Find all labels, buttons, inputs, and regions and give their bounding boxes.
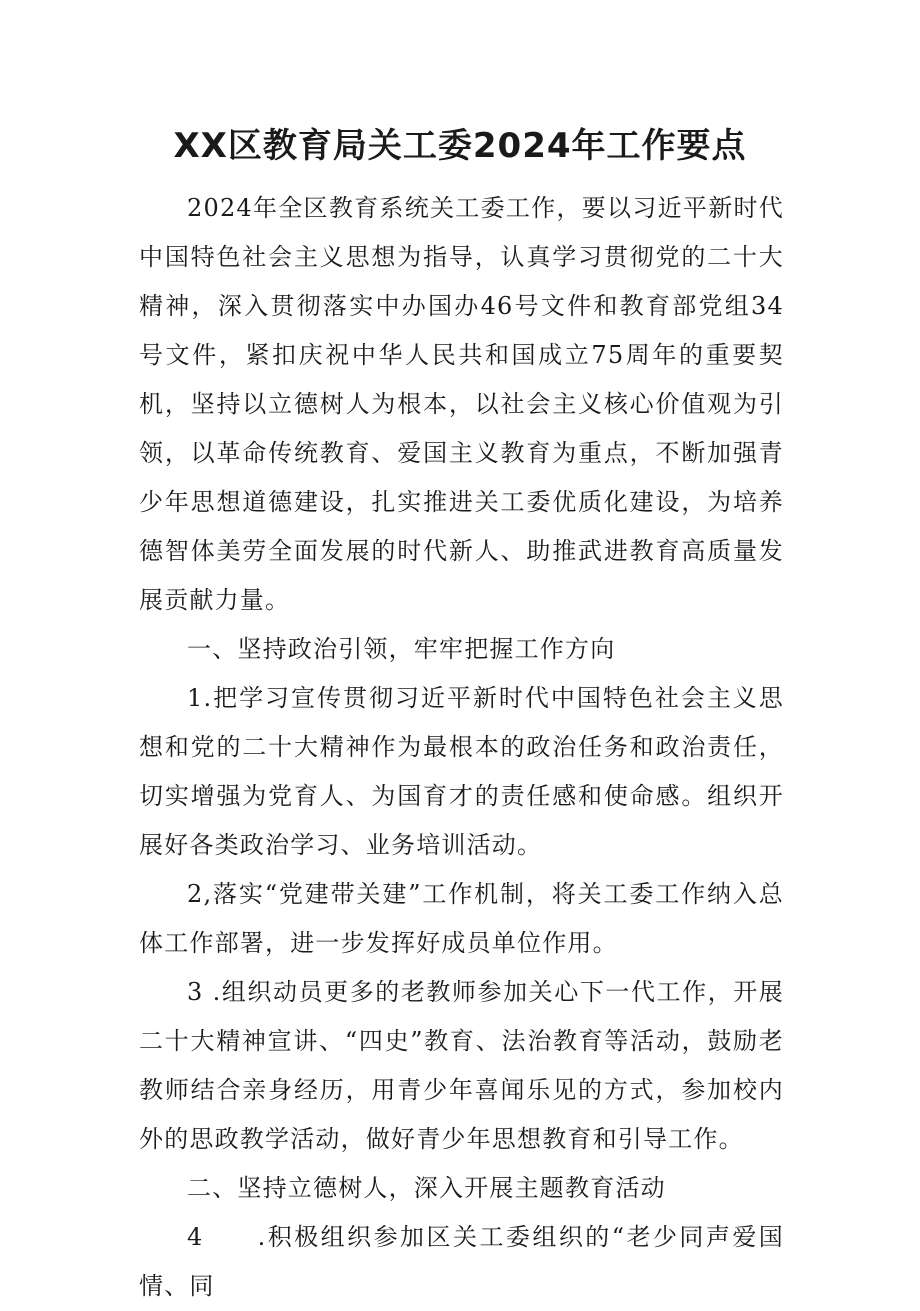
intro-paragraph: 2024年全区教育系统关工委工作，要以习近平新时代中国特色社会主义思想为指导，认真学习贯彻党的二十大精神，深入贯彻落实中办国办46号文件和教育部党组34号文件，紧扣庆祝中华人民共和国成立75周年的重要契机，坚持以立德树人为根本，以社会主义核心价值观为引领，以革命传统教育、爱国主义教育为重点，不断加强青少年思想道德建设，扎实推进关工委优质化建设，为培养德智体美劳全面发展的时代新人、助推武进教育高质量发展贡献力量。	[139, 194, 784, 614]
section-heading-2: 二、坚持立德树人，深入开展主题教育活动	[187, 1174, 666, 1202]
item-paragraph-2: 2,落实“党建带关建”工作机制，将关工委工作纳入总体工作部署，进一步发挥好成员单位作用。	[139, 880, 784, 957]
item-paragraph-3: 3 .组织动员更多的老教师参加关心下一代工作，开展二十大精神宣讲、“四史”教育、法治教育等活动，鼓励老教师结合亲身经历，用青少年喜闻乐见的方式，参加校内外的思政教学活动，做好青少年思想教育和引导工作。	[139, 978, 784, 1153]
item-paragraph-4: 4 .积极组织参加区关工委组织的“老少同声爱国情、同	[139, 1223, 784, 1300]
document-body	[139, 184, 784, 1311]
section-heading-1: 一、坚持政治引领，牢牢把握工作方向	[187, 635, 616, 663]
document-title: XX区教育局关工委2024年工作要点	[173, 126, 747, 166]
item-paragraph-1: 1.把学习宣传贯彻习近平新时代中国特色社会主义思想和党的二十大精神作为最根本的政治任务和政治责任，切实增强为党育人、为国育才的责任感和使命感。组织开展好各类政治学习、业务培训活动。	[139, 684, 784, 859]
